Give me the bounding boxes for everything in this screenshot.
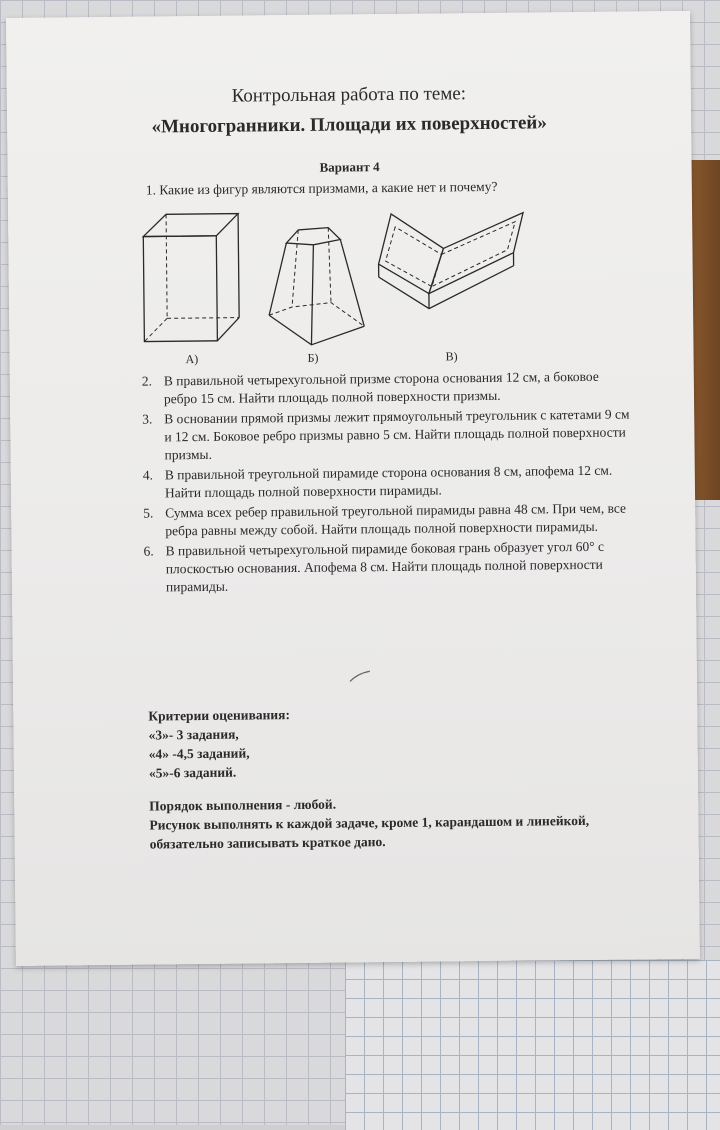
question-1-number: 1.	[146, 182, 156, 197]
criteria-line: «4» -4,5 заданий,	[149, 743, 291, 763]
problem-item	[142, 367, 632, 408]
topic-title: «Многогранники. Площади их поверхностей»	[7, 111, 691, 140]
figure-c-label: В)	[445, 349, 457, 364]
problem-number: 4.	[143, 466, 153, 484]
problem-item	[142, 405, 633, 464]
problem-number: 3.	[142, 410, 152, 428]
problem-number: 6.	[144, 542, 154, 560]
figure-a-prism-drawing	[138, 205, 249, 346]
problem-item	[144, 537, 635, 596]
notebook-page-below	[345, 960, 720, 1130]
problem-item	[143, 499, 633, 540]
question-1	[146, 179, 498, 199]
figure-c-v-prism-drawing	[373, 207, 534, 329]
problem-text: В правильной четырехугольной призме сторона основания 12 см, а боковое ребро 15 см. Найти площадь полной поверхности призмы.	[164, 369, 599, 407]
question-1-text: Какие из фигур являются призмами, а какие нет и почему?	[159, 179, 497, 198]
order-line-2: Рисунок выполнять к каждой задаче, кроме 1, карандашом и линейкой, обязательно записывать краткое дано.	[149, 811, 629, 854]
problem-item	[143, 461, 633, 502]
criteria-line: «3»- 3 задания,	[148, 724, 290, 744]
test-sheet	[6, 11, 700, 966]
grading-criteria	[148, 705, 290, 782]
problem-number: 2.	[142, 372, 152, 390]
problems-list	[142, 367, 634, 598]
problem-text: В правильной треугольной пирамиде сторона основания 8 см, апофема 12 см. Найти площадь полной поверхности пирамиды.	[165, 463, 613, 501]
figure-b-frustum-drawing	[258, 224, 369, 350]
criteria-heading: Критерии оценивания:	[148, 705, 290, 725]
variant-label: Вариант 4	[8, 156, 692, 179]
problem-text: В основании прямой призмы лежит прямоугольный треугольник с катетами 9 см и 12 см. Боковое ребро призмы равно 5 см. Найти площадь полной поверхности призмы.	[164, 406, 629, 462]
criteria-line: «5»-6 заданий.	[149, 762, 291, 782]
figure-b-label: Б)	[308, 351, 319, 366]
problem-text: Сумма всех ребер правильной треугольной пирамиды равна 48 см. При чем, все ребра равны между собой. Найти площадь полной поверхности пирамиды.	[165, 501, 626, 539]
figure-a-label: А)	[186, 352, 199, 367]
pencil-mark-decoration	[348, 669, 378, 683]
problem-number: 5.	[143, 504, 153, 522]
order-instructions	[149, 792, 630, 854]
figures-area	[128, 202, 550, 386]
order-line-1: Порядок выполнения - любой.	[149, 792, 629, 816]
problem-text: В правильной четырехугольной пирамиде боковая грань образует угол 60° с плоскостью основания. Апофема 8 см. Найти площадь полной поверхности пирамиды.	[166, 539, 604, 595]
page-title: Контрольная работа по теме:	[7, 81, 691, 110]
